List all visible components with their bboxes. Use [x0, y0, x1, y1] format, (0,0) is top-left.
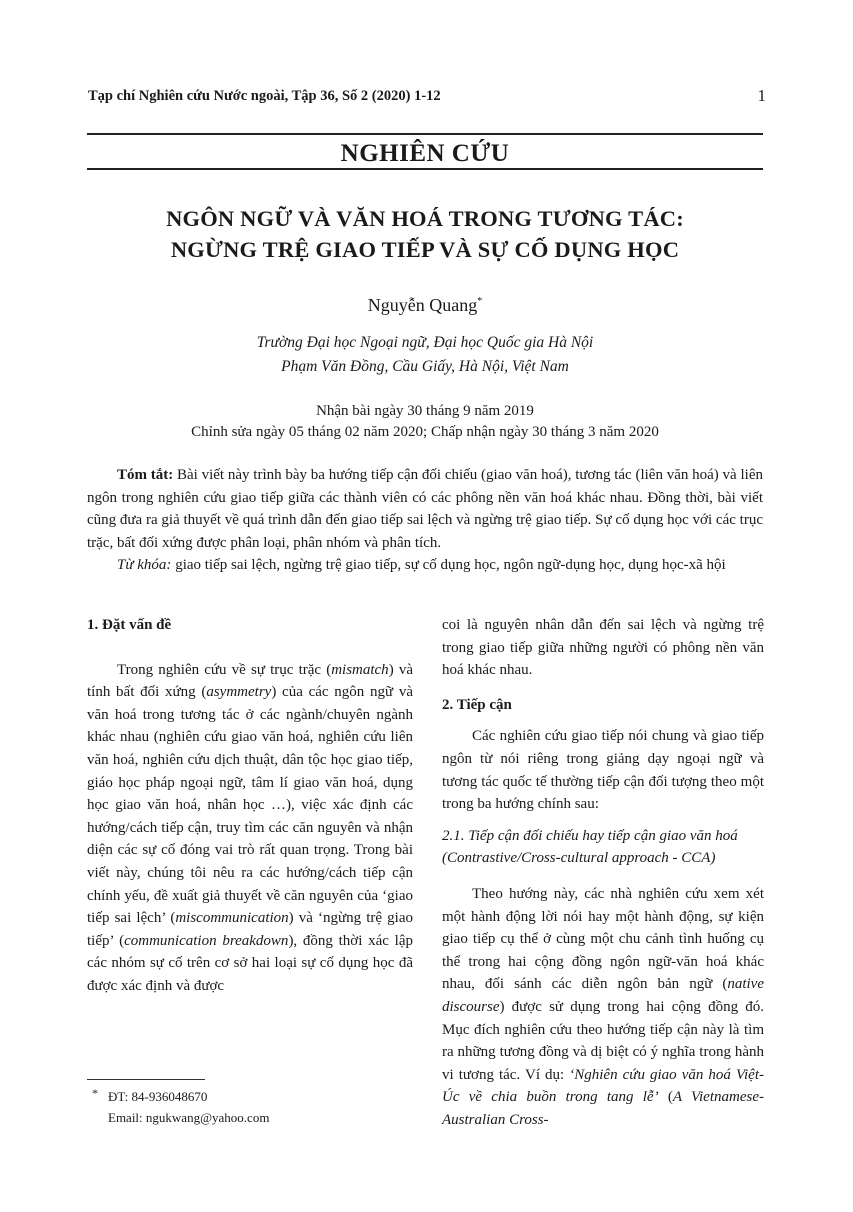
term-miscommunication: miscommunication	[175, 910, 289, 927]
text-run: ) của các ngôn ngữ và văn hoá trong tương tác ở các ngành/chuyên ngành khác nhau (nghiên cứu giao văn hoá, nghiên cứu liên văn hoá, nghiên cứu dịch thuật, dân tộc học giao tiếp, giáo học pháp ngoại ngữ, tâm lí giao văn hoá, dụng học giao văn hoá, nhân học …), việc xác định các hướng/cách tiếp cận, truy tìm các căn nguyên và nhận diện các sự cố đóng vai trò rất quan trọng. Trong bài viết này, chúng tôi nêu ra các hướng/cách tiếp cận chính yếu, đề xuất giả thuyết về căn nguyên của ‘giao tiếp sai lệch’ (	[87, 684, 414, 927]
term-native-discourse: native discourse	[442, 976, 764, 1015]
revised-accepted-date: Chỉnh sửa ngày 05 tháng 02 năm 2020; Chấp nhận ngày 30 tháng 3 năm 2020	[191, 424, 659, 440]
footnote-rule	[87, 1079, 205, 1080]
abstract	[87, 464, 763, 577]
affiliation-line-1: Trường Đại học Ngoại ngữ, Đại học Quốc gia Hà Nội	[256, 334, 594, 351]
banner-rule-bottom	[87, 168, 763, 170]
page-number: 1	[757, 86, 766, 105]
received-date: Nhận bài ngày 30 tháng 9 năm 2019	[316, 403, 534, 419]
footnote-mark: *	[92, 1086, 98, 1100]
text-run: ) và ‘ngừng trệ giao tiếp’ (	[87, 910, 413, 949]
abstract-label: Tóm tắt:	[117, 467, 174, 483]
subsection-heading-2-1	[442, 825, 764, 870]
author-footnote-mark: *	[477, 296, 483, 307]
text-run: Trong nghiên cứu về sự trục trặc (	[117, 661, 332, 678]
term-communication-breakdown: communication breakdown	[124, 932, 289, 949]
article-dates	[87, 401, 763, 443]
section-banner: NGHIÊN CỨU	[340, 140, 510, 167]
abstract-text: Bài viết này trình bày ba hướng tiếp cận đối chiếu (giao văn hoá), tương tác (liên văn hoá) và liên ngôn trong nghiên cứu giao tiếp giữa các thành viên có các phông nền văn hoá khác nhau. Đồng thời, bài viết cũng đưa ra giả thuyết về quá trình dẫn đến giao tiếp sai lệch và ngừng trệ giao tiếp. Sự cố dụng học với các trục trặc, bất đối xứng được phân loại, phân nhóm và phân tích.	[87, 467, 763, 551]
author	[87, 295, 763, 316]
term-asymmetry: asymmetry	[206, 684, 272, 701]
banner-rule-top	[87, 133, 763, 135]
text-run: (	[658, 1089, 673, 1106]
term-mismatch: mismatch	[331, 661, 389, 678]
text-run: ) và tính bất đối xứng (	[87, 661, 413, 701]
text-run: ) được sử dụng trong hai cộng đồng đó. Mục đích nghiên cứu theo hướng tiếp cận này là tìm ra những tương đồng và dị biệt có ý nghĩa trong hành vi tương tác. Ví dụ:	[442, 998, 764, 1083]
keywords-text: giao tiếp sai lệch, ngừng trệ giao tiếp, sự cố dụng học, ngôn ngữ-dụng học, dụng học-xã hội	[175, 557, 726, 573]
section-heading-2: 2. Tiếp cận	[442, 696, 512, 713]
example-title-en: A Vietnamese-Australian Cross-	[442, 1089, 764, 1128]
journal-running-head	[88, 88, 768, 105]
journal-citation: Tạp chí Nghiên cứu Nước ngoài, Tập 36, Số 2 (2020) 1-12	[88, 88, 441, 104]
text-run: Theo hướng này, các nhà nghiên cứu xem xét một hành động lời nói hay một hành động, sự kiện giao tiếp cụ thể ở cùng một chu cảnh tình huống cụ thể trong hai cộng đồng ngôn ngữ-văn hoá khác nhau, đối sánh các diễn ngôn bản ngữ (	[442, 885, 764, 993]
title-line-2: NGỪNG TRỆ GIAO TIẾP VÀ SỰ CỐ DỤNG HỌC	[170, 237, 680, 262]
author-name: Nguyễn Quang	[367, 295, 478, 315]
right-column	[442, 614, 764, 1131]
title-line-1: NGÔN NGỮ VÀ VĂN HOÁ TRONG TƯƠNG TÁC:	[166, 206, 684, 231]
example-title-vi: ‘Nghiên cứu giao văn hoá Việt-Úc về chia buồn trong tang lễ’	[442, 1066, 764, 1106]
footnote	[87, 1086, 417, 1128]
body-paragraph	[87, 659, 413, 998]
footnote-phone: ĐT: 84-936048670	[108, 1089, 208, 1104]
affiliation	[87, 331, 763, 379]
section-heading-1: 1. Đặt vấn đề	[87, 617, 172, 633]
abstract-paragraph	[87, 464, 763, 554]
body-paragraph: Các nghiên cứu giao tiếp nói chung và giao tiếp ngôn từ nói riêng trong giảng dạy ngoại ngữ và tương tác quốc tế thường tiếp cận đối tượng theo một trong ba hướng chính sau:	[442, 728, 764, 813]
continued-paragraph: coi là nguyên nhân dẫn đến sai lệch và ngừng trệ trong giao tiếp giữa những người có phông nền văn hoá khác nhau.	[442, 617, 764, 679]
footnote-email[interactable]: Email: ngukwang@yahoo.com	[108, 1110, 270, 1125]
keywords-paragraph	[87, 554, 763, 577]
keywords-label: Từ khóa:	[117, 557, 172, 573]
subheading-line-1: 2.1. Tiếp cận đối chiếu hay tiếp cận giao văn hoá	[442, 827, 738, 844]
subheading-line-2: (Contrastive/Cross-cultural approach - CCA)	[442, 850, 716, 867]
article-title	[87, 203, 763, 265]
text-run: ), đồng thời xác lập các nhóm sự cố trên cơ sở hai loại sự cố dụng học đã được xác định và được	[87, 932, 414, 994]
affiliation-line-2: Phạm Văn Đồng, Cầu Giấy, Hà Nội, Việt Nam	[281, 358, 569, 375]
body-paragraph	[442, 883, 764, 1132]
left-column	[87, 614, 413, 998]
